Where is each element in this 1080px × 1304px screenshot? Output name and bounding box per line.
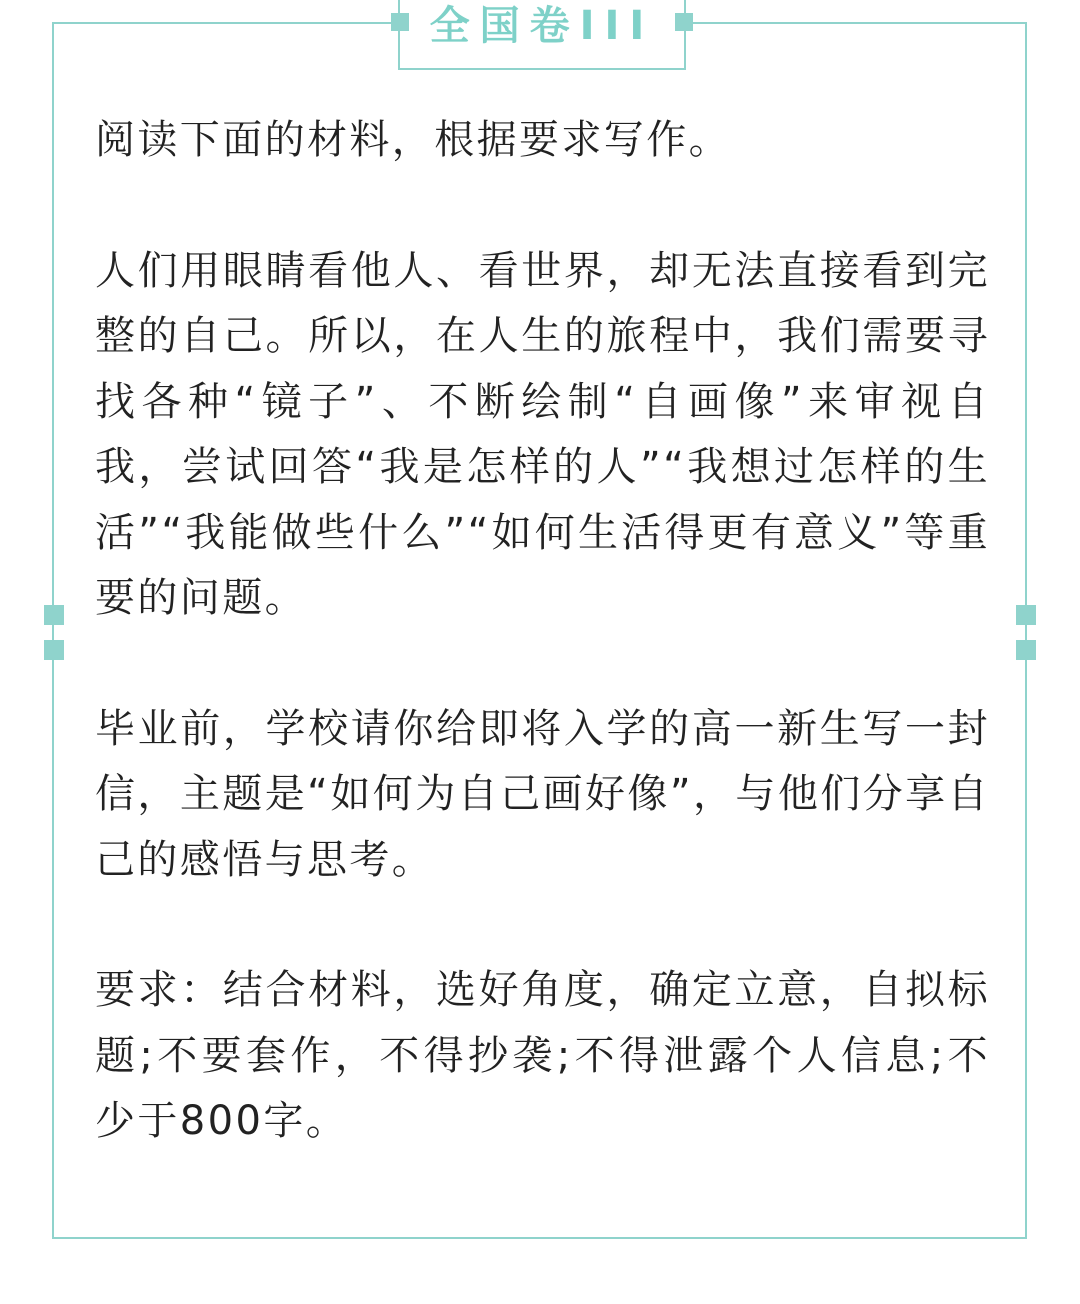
- material-text: 人们用眼睛看他人、看世界，却无法直接看到完整的自己。所以，在人生的旅程中，我们需要寻找各种“镜子”、不断绘制“自画像”来审视自我，尝试回答“我是怎样的人”“我想过怎样的生活”“我能做些什么”“如何生活得更有意义”等重要的问题。: [95, 247, 990, 621]
- right-border-square-icon: [1016, 605, 1036, 625]
- instruction-text: 阅读下面的材料，根据要求写作。: [95, 117, 731, 163]
- paper-title: 全国卷III: [429, 3, 655, 49]
- right-border-square-icon: [1016, 640, 1036, 660]
- title-left-square-icon: [391, 13, 409, 31]
- title-tab: [398, 0, 686, 70]
- left-border-square-icon: [44, 640, 64, 660]
- left-border-square-icon: [44, 605, 64, 625]
- question-content: [95, 108, 990, 1155]
- task-text: 毕业前，学校请你给即将入学的高一新生写一封信，主题是“如何为自己画好像”，与他们分享自己的感悟与思考。: [95, 705, 990, 883]
- title-right-square-icon: [675, 13, 693, 31]
- requirements-text: 要求：结合材料，选好角度，确定立意，自拟标题;不要套作，不得抄袭;不得泄露个人信息;不少于800字。: [95, 967, 990, 1144]
